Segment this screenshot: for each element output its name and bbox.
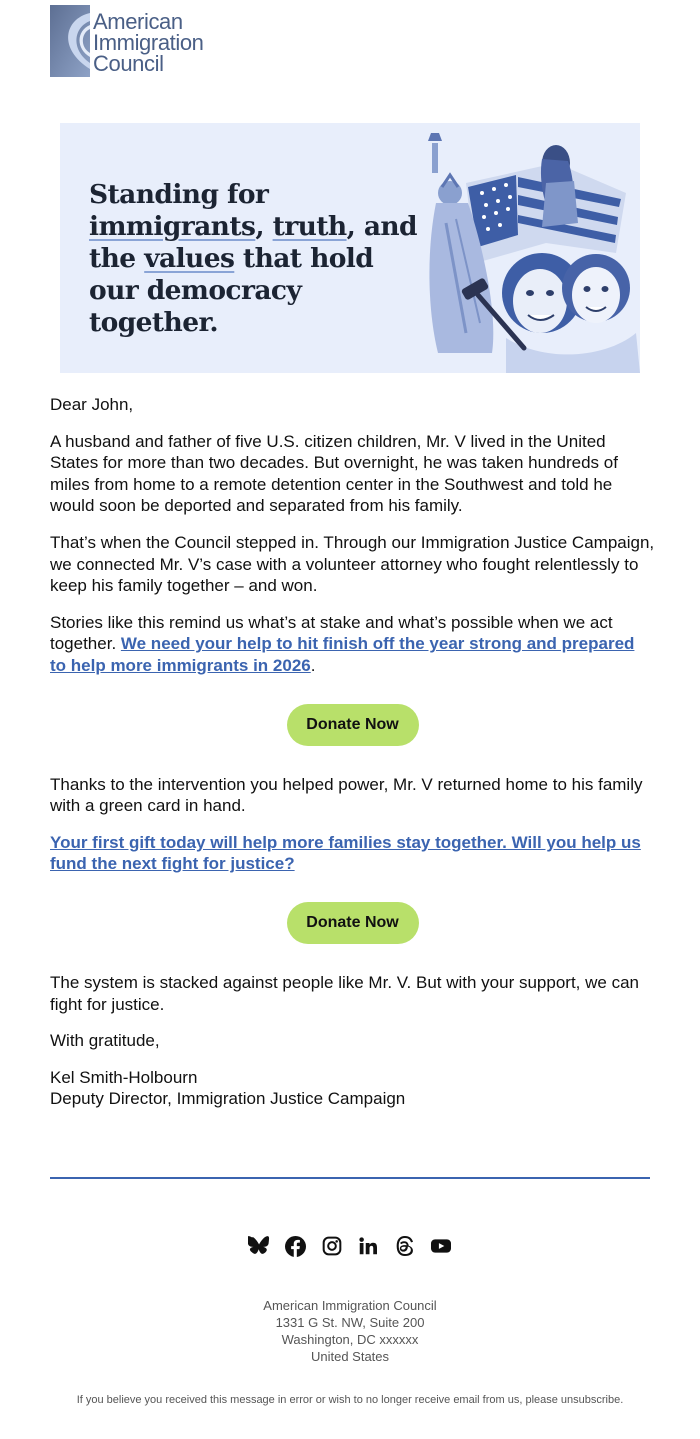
footer-address bbox=[0, 1297, 700, 1365]
woman-and-child-illustration bbox=[502, 253, 640, 373]
paragraph-5 bbox=[50, 832, 655, 875]
paragraph-1: A husband and father of five U.S. citizen children, Mr. V lived in the United States for more than two decades. But overnight, he was taken hundreds of miles from home to a remote detention center in the Southwest and told he would soon be deported and separated from his family. bbox=[50, 431, 618, 516]
threads-icon[interactable] bbox=[394, 1235, 416, 1257]
headline-text: , and the bbox=[89, 211, 417, 274]
greeting: Dear John, bbox=[50, 395, 134, 414]
first-gift-link[interactable]: Your first gift today will help more families stay together. Will you help us fund the next fight for justice? bbox=[50, 832, 641, 874]
paragraph-4: Thanks to the intervention you helped power, Mr. V returned home to his family with a green card in hand. bbox=[50, 774, 643, 816]
aic-logo[interactable] bbox=[50, 5, 204, 77]
bluesky-icon[interactable] bbox=[248, 1235, 270, 1257]
paragraph-2: That’s when the Council stepped in. Through our Immigration Justice Campaign, we connected Mr. V’s case with a volunteer attorney who fought relentlessly to keep his family together – and won. bbox=[50, 532, 655, 596]
signature-name: Kel Smith-Holbourn bbox=[50, 1067, 198, 1087]
logo-wordmark bbox=[93, 11, 204, 74]
letter-content bbox=[50, 394, 655, 1125]
hero-headline bbox=[89, 179, 419, 339]
donate-button-wrap-1 bbox=[50, 704, 655, 746]
help-link[interactable]: We need your help to hit finish off the year strong and prepared to help more immigrants in 2026 bbox=[50, 634, 635, 675]
linkedin-icon[interactable] bbox=[357, 1235, 379, 1257]
donate-now-button-1[interactable]: Donate Now bbox=[287, 704, 419, 746]
hero-collage-image bbox=[406, 123, 640, 373]
headline-text: , bbox=[255, 211, 273, 242]
headline-underlined-word: immigrants bbox=[89, 211, 256, 242]
footer-legal bbox=[70, 1393, 630, 1407]
facebook-icon[interactable] bbox=[284, 1235, 306, 1257]
paragraph-3-end: . bbox=[310, 655, 316, 675]
logo-line-1: American bbox=[93, 9, 183, 34]
legal-end: . bbox=[620, 1394, 624, 1406]
legal-text: If you believe you received this message in error or wish to no longer receive email from us, please bbox=[76, 1394, 561, 1406]
footer-org: American Immigration Council bbox=[263, 1298, 437, 1313]
unsubscribe-link[interactable]: unsubscribe bbox=[560, 1394, 621, 1406]
donate-button-wrap-2 bbox=[50, 902, 655, 944]
headline-underlined-word: truth bbox=[272, 211, 347, 242]
footer-divider bbox=[50, 1177, 650, 1179]
signature bbox=[50, 1067, 655, 1110]
donate-now-button-2[interactable]: Donate Now bbox=[287, 902, 419, 944]
headline-underlined-word: values bbox=[144, 243, 235, 274]
girl-illustration bbox=[541, 145, 578, 227]
youtube-icon[interactable] bbox=[430, 1235, 452, 1257]
footer-street: 1331 G St. NW, Suite 200 bbox=[275, 1315, 425, 1330]
footer-country: United States bbox=[310, 1349, 390, 1364]
aic-logo-mark-icon bbox=[50, 5, 90, 77]
headline-text: that hold our democracy together. bbox=[89, 243, 374, 338]
social-links bbox=[248, 1235, 452, 1257]
footer-city: Washington, DC xxxxxx bbox=[281, 1332, 419, 1347]
logo-line-3: Council bbox=[93, 51, 164, 76]
logo-line-2: Immigration bbox=[93, 30, 204, 55]
headline-text: Standing for bbox=[89, 179, 269, 210]
paragraph-3 bbox=[50, 612, 655, 677]
instagram-icon[interactable] bbox=[321, 1235, 343, 1257]
signature-title: Deputy Director, Immigration Justice Campaign bbox=[50, 1089, 406, 1109]
closing: With gratitude, bbox=[50, 1031, 160, 1051]
hero-banner[interactable] bbox=[60, 123, 640, 373]
paragraph-6: The system is stacked against people like Mr. V. But with your support, we can fight for justice. bbox=[50, 972, 639, 1014]
paragraph-3-text: Stories like this remind us what’s at stake and what’s possible when we act together. bbox=[50, 612, 613, 654]
